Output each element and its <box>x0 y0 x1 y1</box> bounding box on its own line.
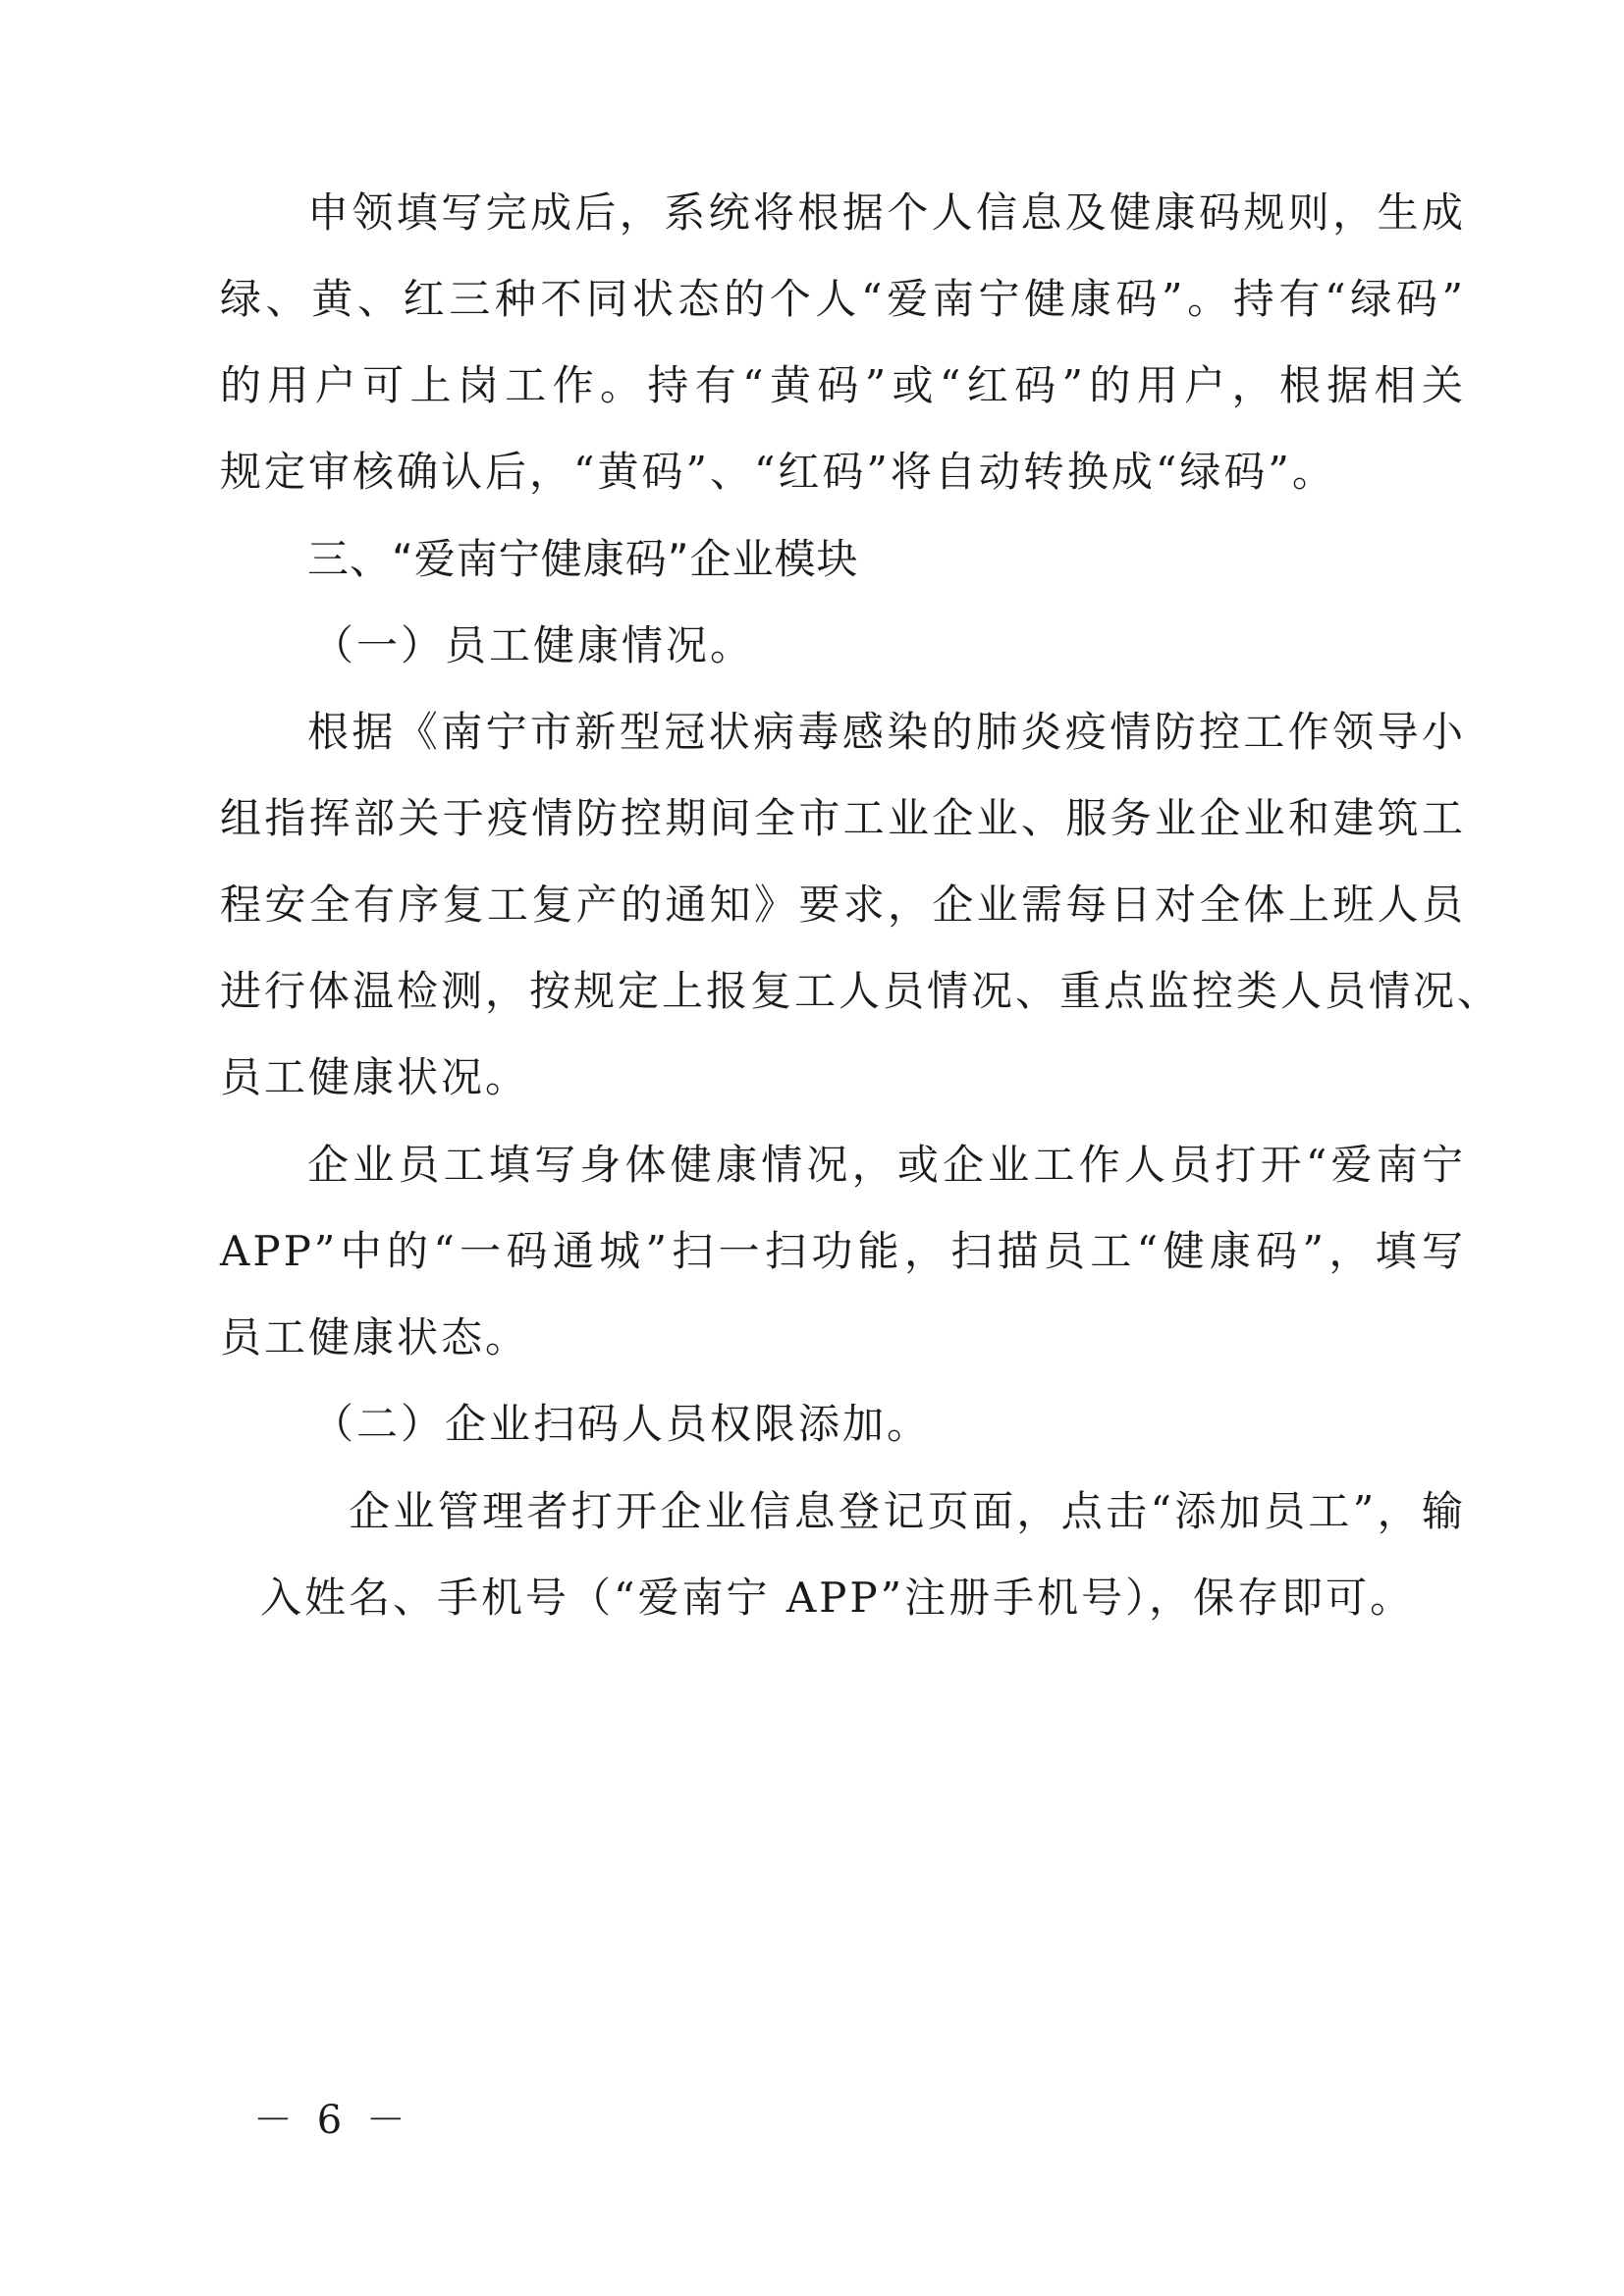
body-line: 组指挥部关于疫情防控期间全市工业企业、服务业企业和建筑工 <box>220 794 1466 842</box>
body-line: 员工健康状况。 <box>220 1053 530 1101</box>
body-line: 进行体温检测，按规定上报复工人员情况、重点监控类人员情况、 <box>220 967 1502 1015</box>
subsection-title: （一）员工健康情况。 <box>312 621 755 669</box>
body-line: APP”中的“一码通城”扫一扫功能，扫描员工“健康码”，填写 <box>220 1227 1466 1275</box>
body-line: 申领填写完成后，系统将根据个人信息及健康码规则，生成 <box>307 188 1466 237</box>
body-line: 入姓名、手机号（“爱南宁 APP”注册手机号），保存即可。 <box>260 1574 1415 1622</box>
body-line: 的用户可上岗工作。持有“黄码”或“红码”的用户，根据相关 <box>220 361 1466 409</box>
body-line: 规定审核确认后，“黄码”、“红码”将自动转换成“绿码”。 <box>220 448 1336 496</box>
body-line: 程安全有序复工复产的通知》要求，企业需每日对全体上班人员 <box>220 881 1466 929</box>
page-number: － 6 － <box>253 2098 411 2143</box>
body-line: 绿、黄、红三种不同状态的个人“爱南宁健康码”。持有“绿码” <box>220 275 1466 323</box>
body-line: 根据《南宁市新型冠状病毒感染的肺炎疫情防控工作领导小 <box>307 708 1466 756</box>
body-line: 企业员工填写身体健康情况，或企业工作人员打开“爱南宁 <box>307 1141 1466 1189</box>
subsection-title: （二）企业扫码人员权限添加。 <box>312 1400 932 1448</box>
body-line: 员工健康状态。 <box>220 1313 530 1362</box>
section-heading: 三、“爱南宁健康码”企业模块 <box>307 535 859 583</box>
body-line: 企业管理者打开企业信息登记页面，点击“添加员工”，输 <box>349 1487 1466 1535</box>
